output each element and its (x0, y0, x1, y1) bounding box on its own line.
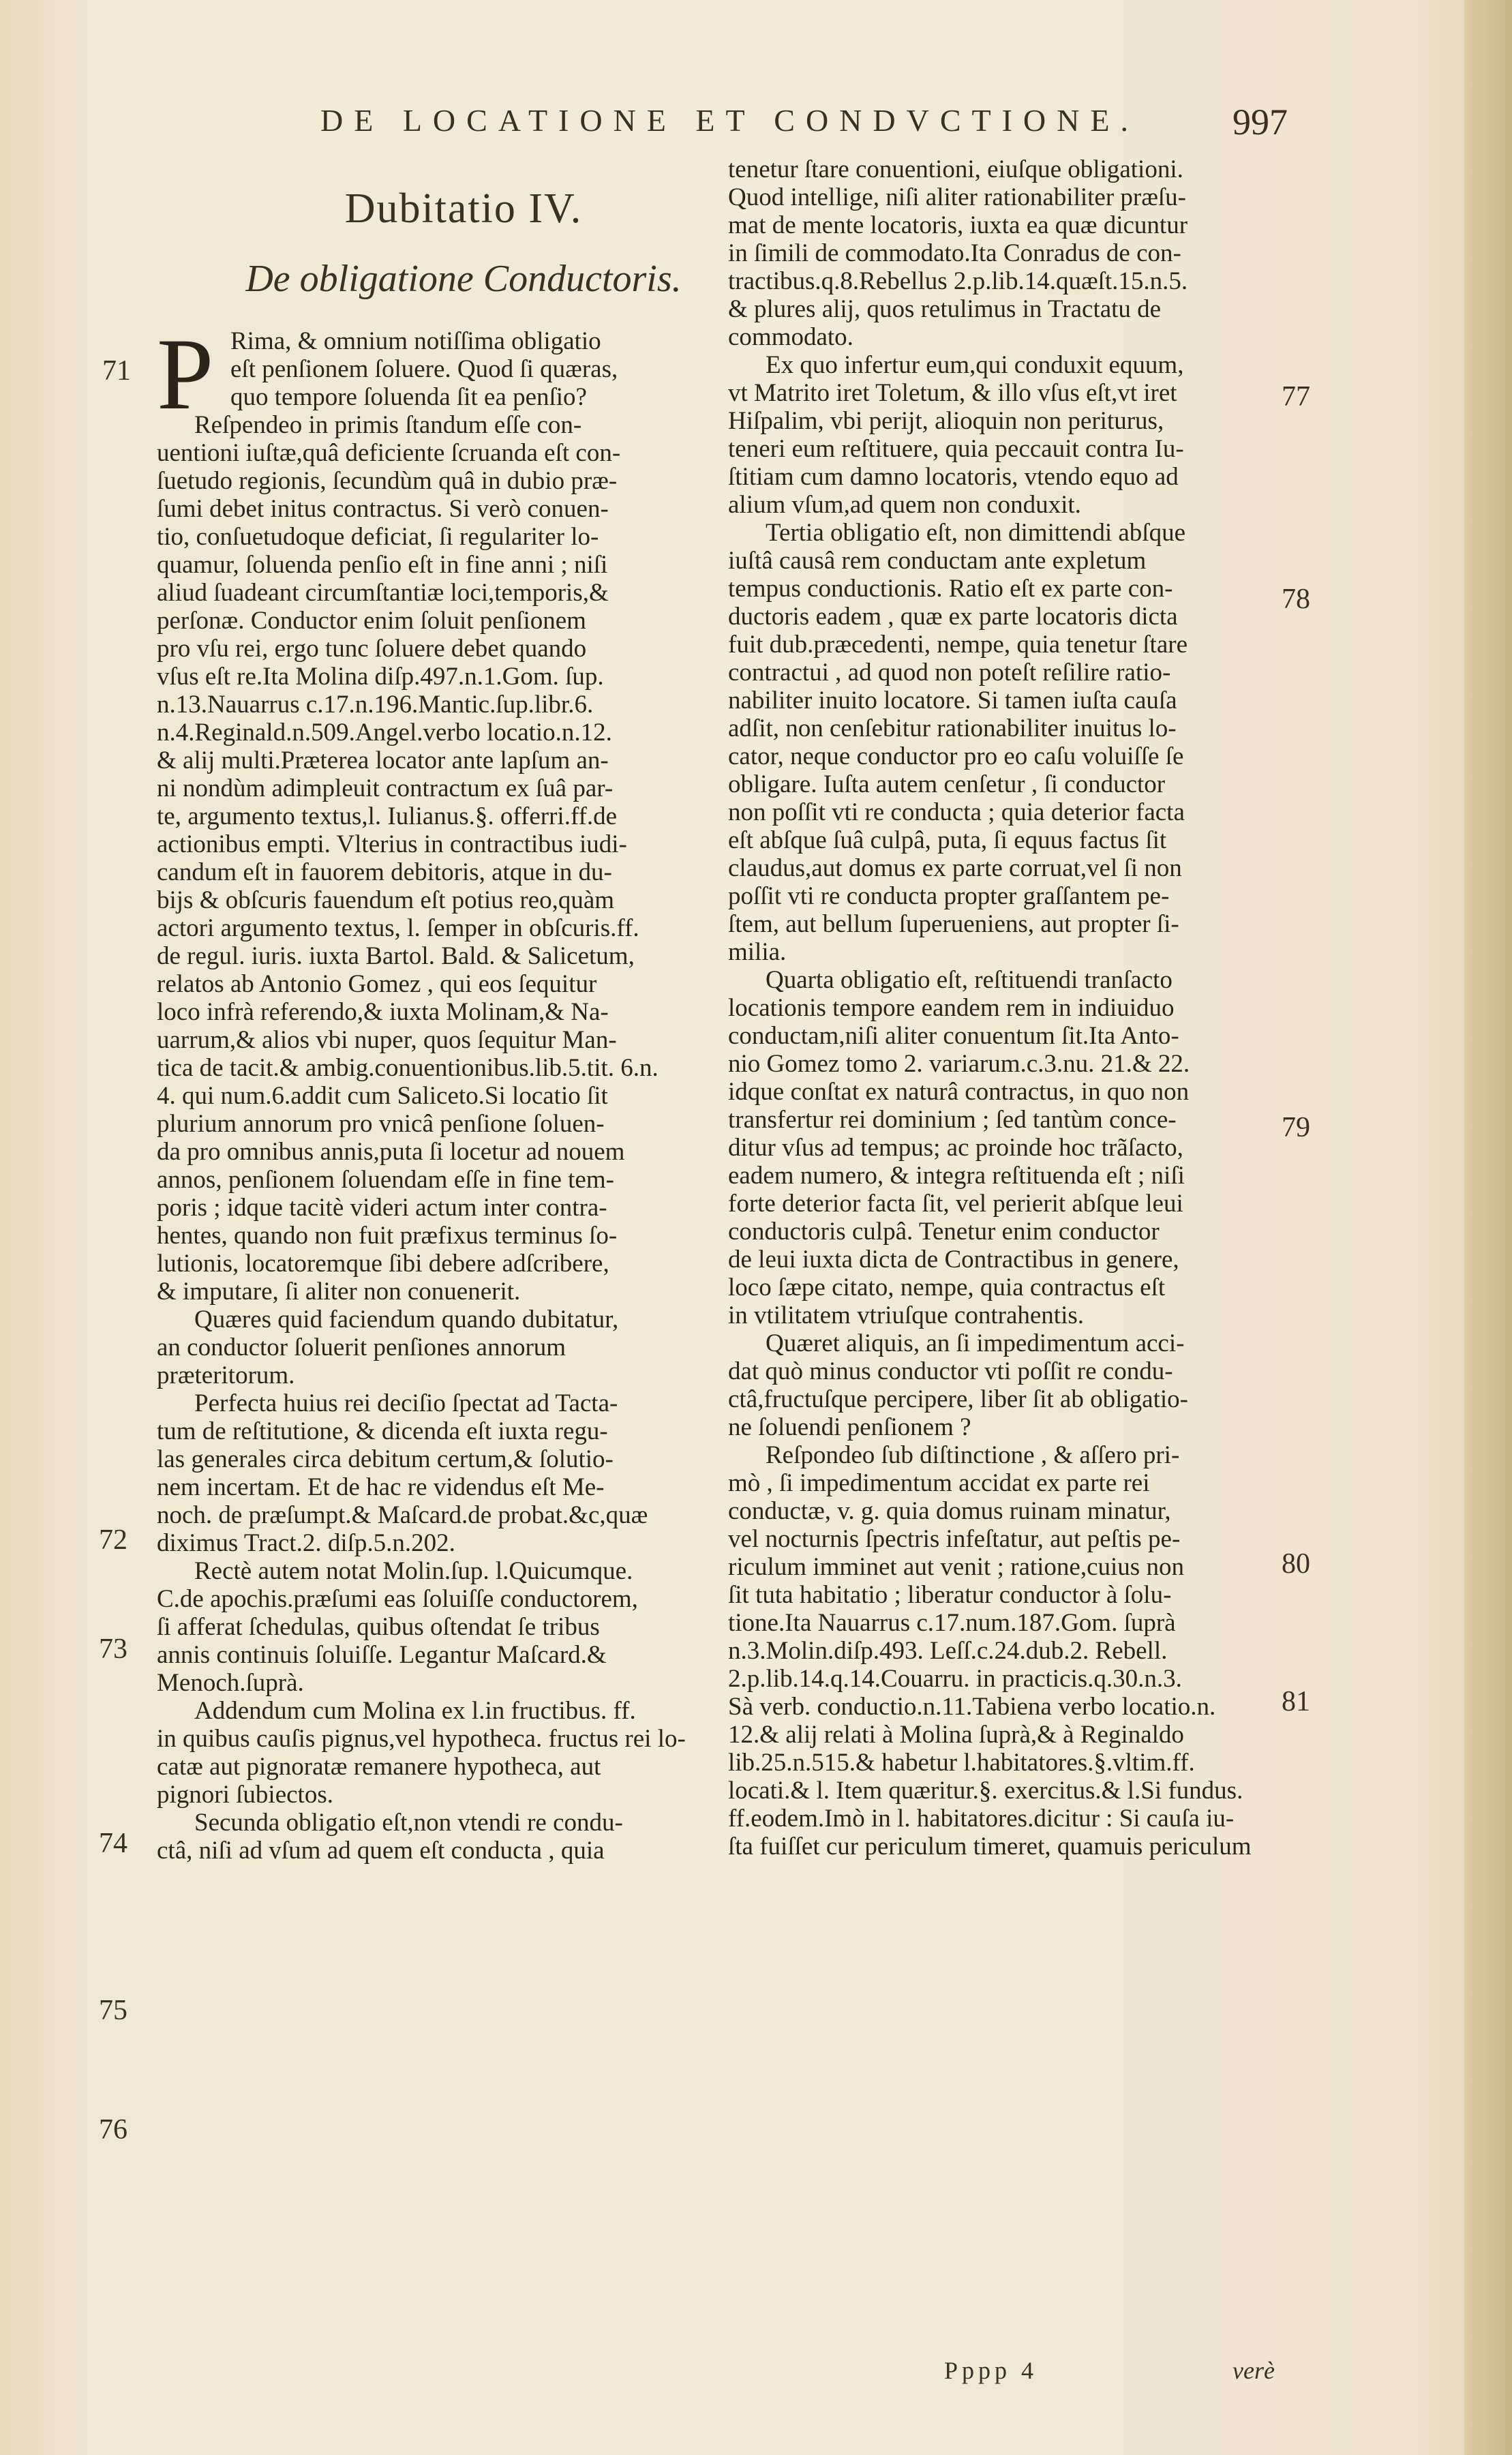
margin-number: 71 (102, 355, 131, 387)
text-line: locationis tempore eandem rem in indiuiduo (728, 994, 1175, 1022)
text-line: ctâ, niſi ad vſum ad quem eſt conducta , quia (157, 1837, 605, 1865)
text-line: transfertur rei dominium ; ſed tantùm conce- (728, 1106, 1177, 1134)
text-line: uarrum,& alios vbi nuper, quos ſequitur Man- (157, 1026, 617, 1054)
text-line: non poſſit vti re conducta ; quia deterior facta (728, 798, 1185, 826)
text-line: 2.p.lib.14.q.14.Couarru. in practicis.q.30.n.3. (728, 1665, 1182, 1693)
text-line: forte deterior facta ſit, vel perierit abſque leui (728, 1190, 1183, 1218)
text-line: ne ſoluendi penſionem ? (728, 1413, 971, 1441)
text-line: da pro omnibus annis,puta ſi locetur ad nouem (157, 1138, 625, 1166)
text-line: bijs & obſcuris fauendum eſt potius reo,quàm (157, 886, 615, 914)
text-line: quamur, ſoluenda penſio eſt in fine anni ; niſi (157, 551, 608, 579)
paragraph-76 (157, 1809, 770, 1865)
running-head: DE LOCATIONE ET CONDVCTIONE. (320, 103, 1139, 138)
text-line: an conductor ſoluerit penſiones annorum (157, 1334, 566, 1361)
text-line: eſt abſque ſuâ culpâ, puta, ſi equus factus ſit (728, 826, 1167, 854)
paragraph-71 (157, 411, 770, 1306)
text-line: alium vſum,ad quem non conduxit. (728, 491, 1081, 519)
text-line: Quarta obligatio eſt, reſtituendi tranſacto (766, 966, 1173, 994)
text-line: de leui iuxta dicta de Contractibus in genere, (728, 1246, 1179, 1274)
text-line: & alij multi.Præterea locator ante lapſum an- (157, 747, 609, 774)
text-line: tum de reſtitutione, & dicenda eſt iuxta regu- (157, 1417, 608, 1445)
section-subheading: De obligatione Conductoris. (245, 258, 682, 300)
text-line: perſonæ. Conductor enim ſoluit penſionem (157, 607, 586, 635)
text-line: tenetur ſtare conuentioni, eiuſque obligationi. (728, 155, 1183, 183)
margin-number: 72 (99, 1524, 127, 1556)
text-line: lutionis, locatoremque ſibi debere adſcribere, (157, 1250, 609, 1278)
text-line: Rima, & omnium notiſſima obligatio (230, 327, 601, 355)
text-line: actori argumento textus, l. ſemper in obſcuris.ff. (157, 914, 639, 942)
text-line: ctâ,fructuſque percipere, liber ſit ab obligatio- (728, 1385, 1188, 1413)
text-line: tica de tacit.& ambig.conuentionibus.lib.5.tit. 6.n. (157, 1054, 659, 1082)
text-line: commodato. (728, 323, 853, 351)
text-line: hentes, quando non fuit præfixus terminus ſo- (157, 1222, 618, 1250)
paragraph-79 (728, 966, 1342, 1329)
text-line: ni nondùm adimpleuit contractum ex ſuâ par- (157, 774, 614, 802)
text-line: catæ aut pignoratæ remanere hypotheca, aut (157, 1753, 601, 1781)
text-line: eſt penſionem ſoluere. Quod ſi quæras, (230, 355, 618, 383)
text-line: teneri eum reſtituere, quia peccauit contra Iu- (728, 435, 1184, 463)
text-line: poris ; idque tacitè videri actum inter contra- (157, 1194, 607, 1222)
margin-number: 79 (1282, 1112, 1310, 1143)
text-line: obligare. Iuſta autem cenſetur , ſi conductor (728, 770, 1166, 798)
text-line: ff.eodem.Imò in l. habitatores.dicitur : Si cauſa iu- (728, 1805, 1235, 1833)
text-line: fuit dub.præcedenti, nempe, quia tenetur ſtare (728, 631, 1188, 659)
margin-number: 77 (1282, 381, 1310, 412)
text-line: Ex quo infertur eum,qui conduxit equum, (766, 351, 1184, 379)
text-line: tio, conſuetudoque deficiat, ſi regulariter lo- (157, 523, 599, 551)
text-line: iuſtâ causâ rem conductam ante expletum (728, 547, 1147, 575)
catchword: verè (1233, 2357, 1275, 2384)
text-line: Tertia obligatio eſt, non dimittendi abſque (766, 519, 1185, 547)
paragraph-77 (728, 351, 1342, 519)
text-line: noch. de præſumpt.& Maſcard.de probat.&c,quæ (157, 1501, 648, 1529)
text-line: conductam,niſi aliter conuentum ſit.Ita Anto- (728, 1022, 1179, 1050)
text-line: ſi afferat ſchedulas, quibus oſtendat ſe tribus (157, 1613, 600, 1641)
text-line: eadem numero, & integra reſtituenda eſt ; niſi (728, 1162, 1185, 1190)
text-line: te, argumento textus,l. Iulianus.§. offerri.ff.de (157, 802, 618, 830)
text-line: ſtitiam cum damno locatoris, vtendo equo ad (728, 463, 1179, 491)
paragraph-continuation (728, 155, 1342, 351)
margin-number: 78 (1282, 584, 1310, 615)
text-line: annis continuis ſoluiſſe. Legantur Maſcard.& (157, 1641, 607, 1669)
text-line: uentioni iuſtæ,quâ deficiente ſcruanda eſt con- (157, 439, 621, 467)
text-line: milia. (728, 938, 787, 966)
text-line: poſſit vti re conducta propter graſſantem pe- (728, 882, 1170, 910)
paragraph-75 (157, 1697, 770, 1809)
text-line: & imputare, ſi aliter non conuenerit. (157, 1278, 521, 1306)
paragraph-73 (157, 1389, 770, 1557)
text-line: idque conſtat ex naturâ contractus, in quo non (728, 1078, 1190, 1106)
right-column (728, 155, 1342, 1861)
text-line: contractui , ad quod non poteſt reſilire ratio- (728, 659, 1171, 687)
text-line: præteritorum. (157, 1361, 295, 1389)
text-line: pignori ſubiectos. (157, 1781, 333, 1809)
text-line: Rectè autem notat Molin.ſup. l.Quicumque. (194, 1557, 633, 1585)
text-line: Perfecta huius rei deciſio ſpectat ad Tacta- (194, 1389, 618, 1417)
text-line: in ſimili de commodato.Ita Conradus de con- (728, 239, 1181, 267)
paragraph-72 (157, 1306, 770, 1389)
text-line: ſuetudo regionis, ſecundùm quâ in dubio præ- (157, 467, 618, 495)
text-line: C.de apochis.præſumi eas ſoluiſſe conductorem, (157, 1585, 638, 1613)
text-line: locati.& l. Item quæritur.§. exercitus.& l.Si fundus. (728, 1777, 1243, 1805)
text-line: n.3.Molin.diſp.493. Leſſ.c.24.dub.2. Rebell. (728, 1637, 1168, 1665)
text-line: vel nocturnis ſpectris infeſtatur, aut peſtis pe- (728, 1525, 1181, 1553)
text-line: riculum imminet aut venit ; ratione,cuius non (728, 1553, 1184, 1581)
text-line: actionibus empti. Vlterius in contractibus iudi- (157, 830, 627, 858)
text-line: 4. qui num.6.addit cum Saliceto.Si locatio ſit (157, 1082, 608, 1110)
text-line: nem incertam. Et de hac re videndus eſt Me- (157, 1473, 605, 1501)
text-line: cator, neque conductor pro eo caſu voluiſſe ſe (728, 742, 1184, 770)
text-line: Sà verb. conductio.n.11.Tabiena verbo locatio.n. (728, 1693, 1216, 1721)
text-line: in quibus cauſis pignus,vel hypotheca. fructus rei lo- (157, 1725, 686, 1753)
margin-number: 75 (99, 1995, 127, 2026)
paragraph-81 (728, 1441, 1342, 1861)
text-line: tione.Ita Nauarrus c.17.num.187.Gom. ſuprà (728, 1609, 1176, 1637)
text-line: pro vſu rei, ergo tunc ſoluere debet quando (157, 635, 587, 663)
left-column (157, 155, 770, 1865)
margin-number: 81 (1282, 1686, 1310, 1717)
text-line: nio Gomez tomo 2. variarum.c.3.nu. 21.& 22. (728, 1050, 1190, 1078)
text-line: tempus conductionis. Ratio eſt ex parte con- (728, 575, 1173, 603)
text-line: relatos ab Antonio Gomez , qui eos ſequitur (157, 970, 597, 998)
text-line: dat quò minus conductor vti poſſit re condu- (728, 1357, 1173, 1385)
text-line: Quæres quid faciendum quando dubitatur, (194, 1306, 619, 1334)
drop-cap-lines (157, 327, 770, 411)
text-line: Quæret aliquis, an ſi impedimentum acci- (766, 1329, 1185, 1357)
drop-cap-letter: P (157, 318, 214, 431)
text-line: adſit, non cenſebitur rationabiliter inuitus lo- (728, 714, 1177, 742)
text-line: n.4.Reginald.n.509.Angel.verbo locatio.n.12. (157, 719, 612, 747)
text-line: vſus eſt re.Ita Molina diſp.497.n.1.Gom. ſup. (157, 663, 604, 691)
text-line: Quod intellige, niſi aliter rationabiliter præſu- (728, 183, 1186, 211)
text-line: ſta fuiſſet cur periculum timeret, quamuis periculum (728, 1833, 1252, 1861)
text-line: claudus,aut domus ex parte corruat,vel ſi non (728, 854, 1182, 882)
text-line: & plures alij, quos retulimus in Tractatu de (728, 295, 1162, 323)
text-line: 12.& alij relati à Molina ſuprà,& à Reginaldo (728, 1721, 1184, 1749)
text-line: loco infrà referendo,& iuxta Molinam,& Na- (157, 998, 609, 1026)
text-line: lib.25.n.515.& habetur l.habitatores.§.vltim.ff. (728, 1749, 1195, 1777)
margin-number: 74 (99, 1828, 127, 1859)
text-line: ductoris eadem , quæ ex parte locatoris dicta (728, 603, 1178, 631)
page-edge (1464, 0, 1512, 2455)
text-line: n.13.Nauarrus c.17.n.196.Mantic.ſup.libr.6. (157, 691, 594, 719)
text-line: candum eſt in fauorem debitoris, atque in du- (157, 858, 612, 886)
text-line: mò , ſi impedimentum accidat ex parte rei (728, 1469, 1150, 1497)
text-line: tractibus.q.8.Rebellus 2.p.lib.14.quæſt.15.n.5. (728, 267, 1188, 295)
page-number: 997 (1233, 102, 1288, 142)
margin-number: 76 (99, 2114, 127, 2145)
text-line: loco ſæpe citato, nempe, quia contractus eſt (728, 1274, 1166, 1301)
paragraph-78 (728, 519, 1342, 966)
text-line: quo tempore ſoluenda ſit ea penſio? (230, 383, 587, 411)
section-heading: Dubitatio IV. (344, 185, 583, 232)
text-line: conductæ, v. g. quia domus ruinam minatur, (728, 1497, 1171, 1525)
text-line: Menoch.ſuprà. (157, 1669, 304, 1697)
text-line: conductoris culpâ. Tenetur enim conductor (728, 1218, 1160, 1246)
text-line: ſit tuta habitatio ; liberatur conductor à ſolu- (728, 1581, 1172, 1609)
text-line: Reſpendeo in primis ſtandum eſſe con- (194, 411, 582, 439)
margin-number: 80 (1282, 1548, 1310, 1580)
text-line: Secunda obligatio eſt,non vtendi re condu- (194, 1809, 623, 1837)
text-line: ſumi debet initus contractus. Si verò conuen- (157, 495, 609, 523)
text-line: de regul. iuris. iuxta Bartol. Bald. & Salicetum, (157, 942, 635, 970)
paragraph-74 (157, 1557, 770, 1697)
text-line: annos, penſionem ſoluendam eſſe in fine tem- (157, 1166, 614, 1194)
text-line: Reſpondeo ſub diſtinctione , & aſſero pri- (766, 1441, 1180, 1469)
text-line: Hiſpalim, vbi perijt, alioquin non periturus, (728, 407, 1164, 435)
text-line: diximus Tract.2. diſp.5.n.202. (157, 1529, 455, 1557)
text-line: in vtilitatem vtriuſque contrahentis. (728, 1301, 1084, 1329)
margin-number: 73 (99, 1633, 127, 1665)
signature-mark: Pppp 4 (944, 2357, 1038, 2384)
paragraph-80 (728, 1329, 1342, 1441)
text-line: vt Matrito iret Toletum, & illo vſus eſt,vt iret (728, 379, 1177, 407)
text-line: nabiliter inuito locatore. Si tamen iuſta cauſa (728, 687, 1177, 714)
text-line: ditur vſus ad tempus; ac proinde hoc trãſacto, (728, 1134, 1183, 1162)
text-line: Addendum cum Molina ex l.in fructibus. ff. (194, 1697, 636, 1725)
text-line: mat de mente locatoris, iuxta ea quæ dicuntur (728, 211, 1188, 239)
text-line: las generales circa debitum certum,& ſolutio- (157, 1445, 614, 1473)
text-line: aliud ſuadeant circumſtantiæ loci,temporis,& (157, 579, 609, 607)
text-line: plurium annorum pro vnicâ penſione ſoluen- (157, 1110, 605, 1138)
text-line: ſtem, aut bellum ſuperueniens, aut propter ſi- (728, 910, 1179, 938)
